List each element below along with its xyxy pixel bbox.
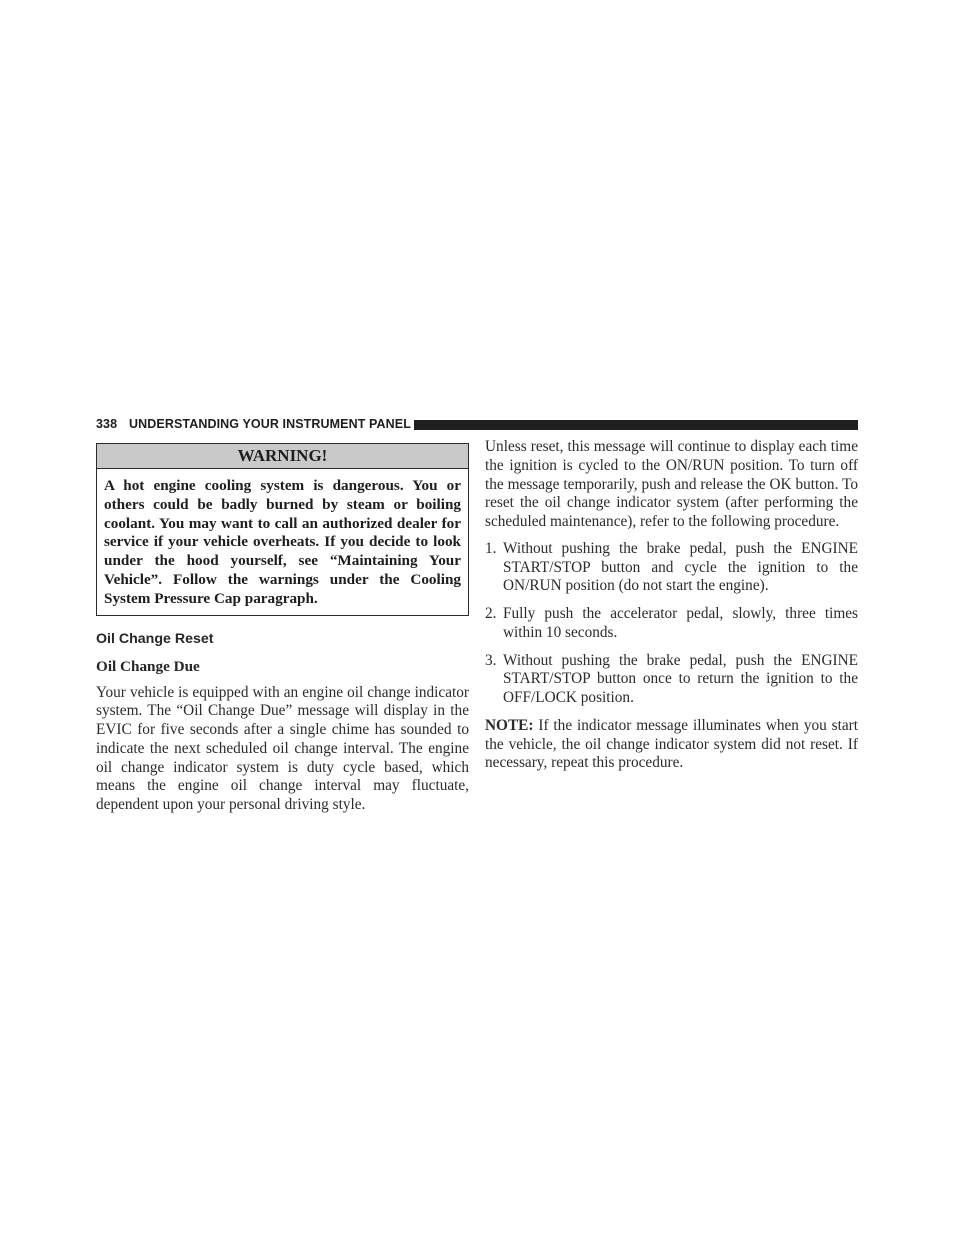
sub-heading: Oil Change Due	[96, 657, 200, 675]
section-title: UNDERSTANDING YOUR INSTRUMENT PANEL	[129, 417, 411, 431]
list-item	[485, 540, 858, 596]
note-text: If the indicator message illuminates when you start the vehicle, the oil change indicator system did not reset. If necessary, repeat this procedure.	[485, 716, 858, 772]
step-number: 2.	[485, 605, 497, 622]
warning-title: WARNING!	[97, 444, 468, 469]
right-column	[485, 438, 858, 773]
reset-procedure-list	[485, 540, 858, 708]
header-rule	[414, 420, 858, 430]
warning-text: A hot engine cooling system is dangerous. You or others could be badly burned by steam or boiling coolant. You may want to call an authorized dealer for service if your vehicle overheats. If you decide to look under the hood yourself, see “Maintaining Your Vehicle”. Follow the warnings under the Cooling System Pressure Cap paragraph.	[104, 477, 461, 607]
page-number: 338	[96, 417, 118, 431]
step-text: Without pushing the brake pedal, push the ENGINE START/STOP button once to return the ignition to the OFF/LOCK position.	[503, 651, 858, 706]
page-header	[96, 416, 858, 434]
intro-paragraph: Unless reset, this message will continue to display each time the ignition is cycled to the ON/RUN position. To turn off the message temporarily, push and release the OK button. To reset the oil change indicator system (after performing the scheduled maintenance), refer to the following procedure.	[485, 438, 858, 530]
step-number: 1.	[485, 539, 497, 557]
warning-box	[96, 443, 469, 616]
note-label: NOTE:	[485, 716, 534, 734]
step-text: Without pushing the brake pedal, push the ENGINE START/STOP button and cycle the ignition to the ON/RUN position (do not start the engine).	[503, 539, 858, 595]
left-column	[96, 443, 469, 815]
oil-change-due-paragraph: Your vehicle is equipped with an engine oil change indicator system. The “Oil Change Due” message will display in the EVIC for five seconds after a single chime has sounded to indicate the next scheduled oil change interval. The engine oil change indicator system is duty cycle based, which means the engine oil change interval may fluctuate, dependent upon your personal driving style.	[96, 683, 469, 814]
step-number: 3.	[485, 651, 497, 669]
list-item	[485, 605, 858, 643]
section-heading: Oil Change Reset	[96, 630, 214, 647]
list-item	[485, 652, 858, 708]
step-text: Fully push the accelerator pedal, slowly, three times within 10 seconds.	[503, 605, 858, 641]
note-paragraph	[485, 717, 858, 773]
